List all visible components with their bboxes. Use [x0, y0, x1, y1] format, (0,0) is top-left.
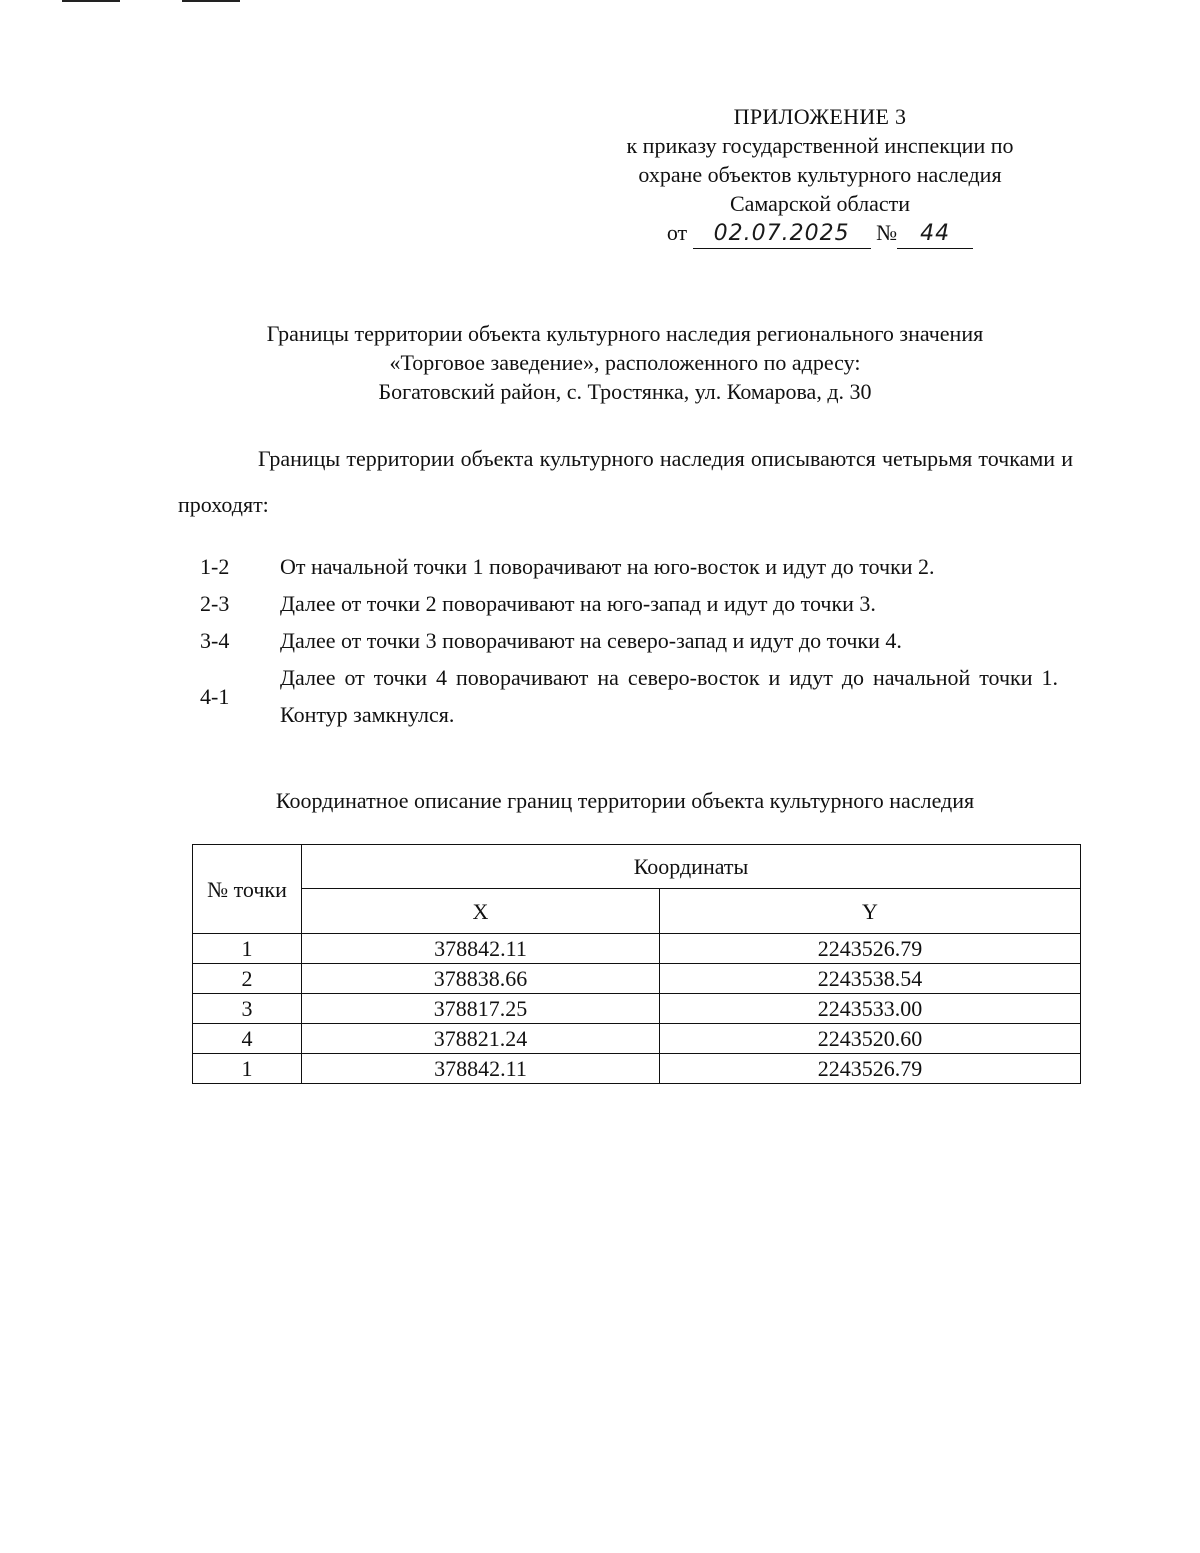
intro-paragraph [178, 436, 1073, 528]
date-field [693, 218, 871, 249]
table-row [193, 994, 1081, 1024]
cell-point: 1 [193, 1054, 302, 1084]
cell-point: 4 [193, 1024, 302, 1054]
cell-x: 378842.11 [302, 934, 660, 964]
document-title [100, 319, 1150, 406]
handwritten-number: 44 [920, 221, 951, 246]
step-label: 3-4 [200, 628, 230, 653]
handwritten-date: 02.07.2025 [713, 221, 850, 246]
header-y: Y [660, 889, 1081, 934]
table-row [193, 1054, 1081, 1084]
scan-edge-mark [182, 0, 240, 2]
scan-edge-mark [62, 0, 120, 2]
title-line: «Торговое заведение», расположенного по адресу: [389, 350, 861, 375]
intro-text: Границы территории объекта культурного наследия описываются четырьмя точками и проходят: [178, 446, 1073, 517]
appendix-line: к приказу государственной инспекции по [626, 133, 1014, 158]
cell-x: 378817.25 [302, 994, 660, 1024]
cell-point: 2 [193, 964, 302, 994]
cell-x: 378838.66 [302, 964, 660, 994]
appendix-header [560, 102, 1080, 249]
boundary-step [178, 622, 1058, 659]
boundary-step [178, 548, 1058, 585]
step-label: 4-1 [200, 683, 230, 709]
appendix-date-number [560, 218, 1080, 249]
step-label: 2-3 [200, 591, 230, 616]
step-label: 1-2 [200, 554, 230, 579]
cell-y: 2243533.00 [660, 994, 1081, 1024]
cell-y: 2243520.60 [660, 1024, 1081, 1054]
cell-point: 1 [193, 934, 302, 964]
boundary-step [178, 659, 1058, 733]
header-x: X [302, 889, 660, 934]
table-row [193, 964, 1081, 994]
date-prefix: от [666, 220, 688, 245]
cell-y: 2243526.79 [660, 934, 1081, 964]
coordinates-caption: Координатное описание границ территории объекта культурного наследия [275, 788, 975, 813]
boundary-steps-list [178, 548, 1058, 733]
header-point-number: № точки [193, 845, 302, 934]
step-text: Далее от точки 2 поворачивают на юго-запад и идут до точки 3. [280, 591, 876, 616]
cell-x: 378842.11 [302, 1054, 660, 1084]
appendix-title: ПРИЛОЖЕНИЕ 3 [733, 104, 907, 129]
step-text: Далее от точки 4 поворачивают на северо-восток и идут до начальной точки 1. Контур замкнулся. [280, 665, 1058, 727]
step-text: От начальной точки 1 поворачивают на юго-восток и идут до точки 2. [280, 554, 935, 579]
appendix-line: Самарской области [729, 191, 911, 216]
cell-point: 3 [193, 994, 302, 1024]
coordinates-table [192, 844, 1081, 1084]
cell-y: 2243538.54 [660, 964, 1081, 994]
number-prefix: № [876, 220, 898, 245]
header-coordinates: Координаты [302, 845, 1081, 889]
step-text: Далее от точки 3 поворачивают на северо-запад и идут до точки 4. [280, 628, 902, 653]
boundary-step [178, 585, 1058, 622]
table-row [193, 934, 1081, 964]
cell-y: 2243526.79 [660, 1054, 1081, 1084]
number-field [897, 218, 973, 249]
title-line: Богатовский район, с. Тростянка, ул. Комарова, д. 30 [378, 379, 872, 404]
cell-x: 378821.24 [302, 1024, 660, 1054]
appendix-line: охране объектов культурного наследия [638, 162, 1002, 187]
table-row [193, 1024, 1081, 1054]
title-line: Границы территории объекта культурного наследия регионального значения [266, 321, 984, 346]
